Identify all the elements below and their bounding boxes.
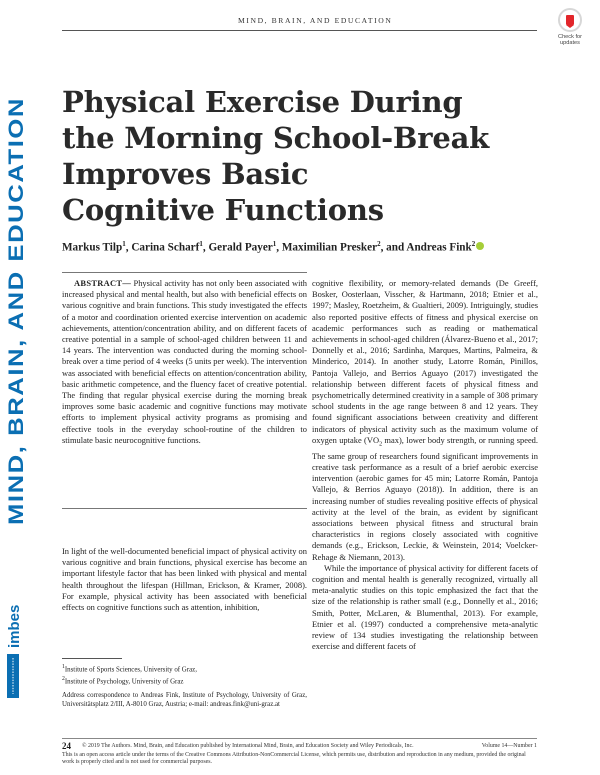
body-text: cognitive flexibility, or memory-related demands (De Greeff, Bosker, Oosterlaan, Visscher, & Hartmann, 2018; Etnier et al., 1997; Masley, Roetzheim, & Gualtieri, 2009). Intriguingly, studies also reported positive effects of fitness and physical exercise on academic performances such as reading or mathematical achievements in school-aged children (Álvarez-Bueno et al., 2017; Donnelly et al., 2016; Sardinha, Marques, Martins, Palmeira, & Minderico, 2014). In another study, Latorre Román, Pinillos, Pantoja Vallejo, and Berrios Aguayo (2017) investigated the relationship between different facets of physical fitness and psychometrically determined creativity in a sample of 308 primary school students in the age range between 8 and 12 years. They found significant associations between creativity and different indicators of physical activity such as the maximum volume of oxygen uptake (VO <box>312 278 538 445</box>
journal-side-title-text: MIND, BRAIN, AND EDUCATION <box>4 166 28 525</box>
author-name: Gerald Payer <box>208 241 273 254</box>
footnote-number: 1 <box>62 664 65 670</box>
imbes-logo <box>2 582 24 702</box>
license-notice: This is an open access article under the terms of the Creative Commons Attribution-NonCommercial License, which permits use, distribution and reproduction in any medium, provided the original work is properly cited and is not used for commercial purposes. <box>62 752 526 766</box>
footnote-text: Institute of Psychology, University of Graz <box>64 678 184 685</box>
correspondence-address: Address correspondence to Andreas Fink, Institute of Psychology, University of Graz, Universitätsplatz 2/III, A-8010 Graz, Austria; e-mail: andreas.fink@uni-graz.at <box>62 692 307 708</box>
copyright-notice: © 2019 The Authors. Mind, Brain, and Education published by International Mind, Brain, and Education Society and Wiley Periodicals, Inc. <box>82 743 414 749</box>
abstract <box>62 278 307 446</box>
body-paragraph: In light of the well-documented beneficial impact of physical activity on various cognitive and brain functions, physical exercise has become an important lifestyle factor that has been linked with physical and mental health throughout the lifespan (Hillman, Erickson, & Kramer, 2008). For example, physical activity has been associated with beneficial effects on cognitive functions such as attention, inhibition, <box>62 546 307 613</box>
footnote-text: Institute of Sports Sciences, University of Graz, <box>64 666 197 674</box>
body-paragraph <box>312 278 538 563</box>
author-name: Markus Tilp <box>62 241 123 254</box>
abstract-rule-bottom <box>62 508 307 509</box>
footnote-affiliation <box>62 675 307 687</box>
title-line: Cognitive Functions <box>62 193 384 227</box>
author-affiliation: 2 <box>471 240 476 248</box>
footnote-rule <box>62 658 122 659</box>
footnote-number: 2 <box>62 675 65 682</box>
check-for-updates-badge[interactable] <box>549 8 591 56</box>
body-paragraph: While the importance of physical activity for different facets of cognition and mental health is generally recognized, virtually all meta-analytic studies on this topic emphasized the fact that the size of the relationship is rather small (e.g., Donnelly et al., 2016; Smith, Potter, McLaren, & Blumenthal, 2013). For example, Etnier et al. (1997) conducted a comprehensive meta-analytic review of 134 studies investigating the relationship between exercise and different facets of <box>312 562 538 652</box>
badge-label: Check for updates <box>558 34 582 47</box>
article-title <box>62 84 502 228</box>
title-line: the Morning School-Break <box>62 121 490 155</box>
author-list: Markus Tilp$^1$, Carina Scharf$^1$, Gerald Payer$^1$, Maximilian Presker$^2$, and Andreas Fink$^2$ <box>62 240 542 254</box>
author-name: Carina Scharf <box>131 241 200 254</box>
author-affiliation: 2 <box>377 240 381 248</box>
bookmark-icon <box>558 8 582 32</box>
volume-info: Volume 14—Number 1 <box>481 743 537 749</box>
footnotes <box>62 658 307 709</box>
running-head-rule <box>62 30 537 31</box>
footer-rule <box>62 738 537 739</box>
abstract-label: ABSTRACT— <box>74 278 132 288</box>
author-affiliation: 1 <box>272 240 277 248</box>
abstract-rule-top <box>62 272 307 273</box>
author-affiliation: 1 <box>122 240 126 248</box>
left-column-body <box>62 546 307 613</box>
orcid-icon[interactable] <box>476 242 484 250</box>
title-line: Improves Basic <box>62 157 309 191</box>
author-name: and Andreas Fink <box>386 241 472 254</box>
imbes-logo-text: imbes <box>6 604 23 648</box>
title-line: Physical Exercise During <box>62 85 463 119</box>
author-affiliation: 1 <box>199 240 203 248</box>
footnote-affiliation <box>62 663 307 675</box>
journal-side-title <box>2 95 28 525</box>
page-number: 24 <box>62 741 71 751</box>
author-name: Maximilian Presker <box>281 241 378 254</box>
running-head: MIND, BRAIN, AND EDUCATION <box>238 16 393 25</box>
right-column-body <box>312 278 538 652</box>
abstract-text: Physical activity has not only been associated with increased physical and mental health, but also with beneficial effects on various cognitive and brain functions. This study investigated the effects of a motor and coordination oriented exercise intervention on academic achievements, attention/concentration ability, and on different facets of creative potential in a sample of school-aged children between 11 and 14 years. The intervention was conducted during the morning school-break over a time period of 4 weeks (5 units per week). The intervention was associated with beneficial effects on attention/concentration ability, basic arithmetic competence, and the fluency facet of creative potential. The finding that regular physical exercise during the morning break improves some basic academic and cognitive functions may motivate efforts to implement physical activity programs as promising and effective tools in the everyday school-routine of the children to stimulate basic neurocognitive functions. <box>62 278 307 445</box>
subscript: 2 <box>379 441 383 448</box>
body-text: max), lower body strength, or running speed. The same group of researchers found significant improvements in creative task performance as a result of a brief aerobic exercise intervention (aerobic games for 45 min; Latorre Román, Pantoja Vallejo, & Berrios Aguayo (2018)). In addition, there is an increasing number of studies revealing positive effects of physical activity at the level of the brain, as evident by significant associations between physical fitness and structural brain characteristics in regions closely associated with cognitive demands (e.g., Erickson, Leckie, & Weinstein, 2014; Voelcker-Rehage & Niemann, 2013). <box>312 434 539 562</box>
